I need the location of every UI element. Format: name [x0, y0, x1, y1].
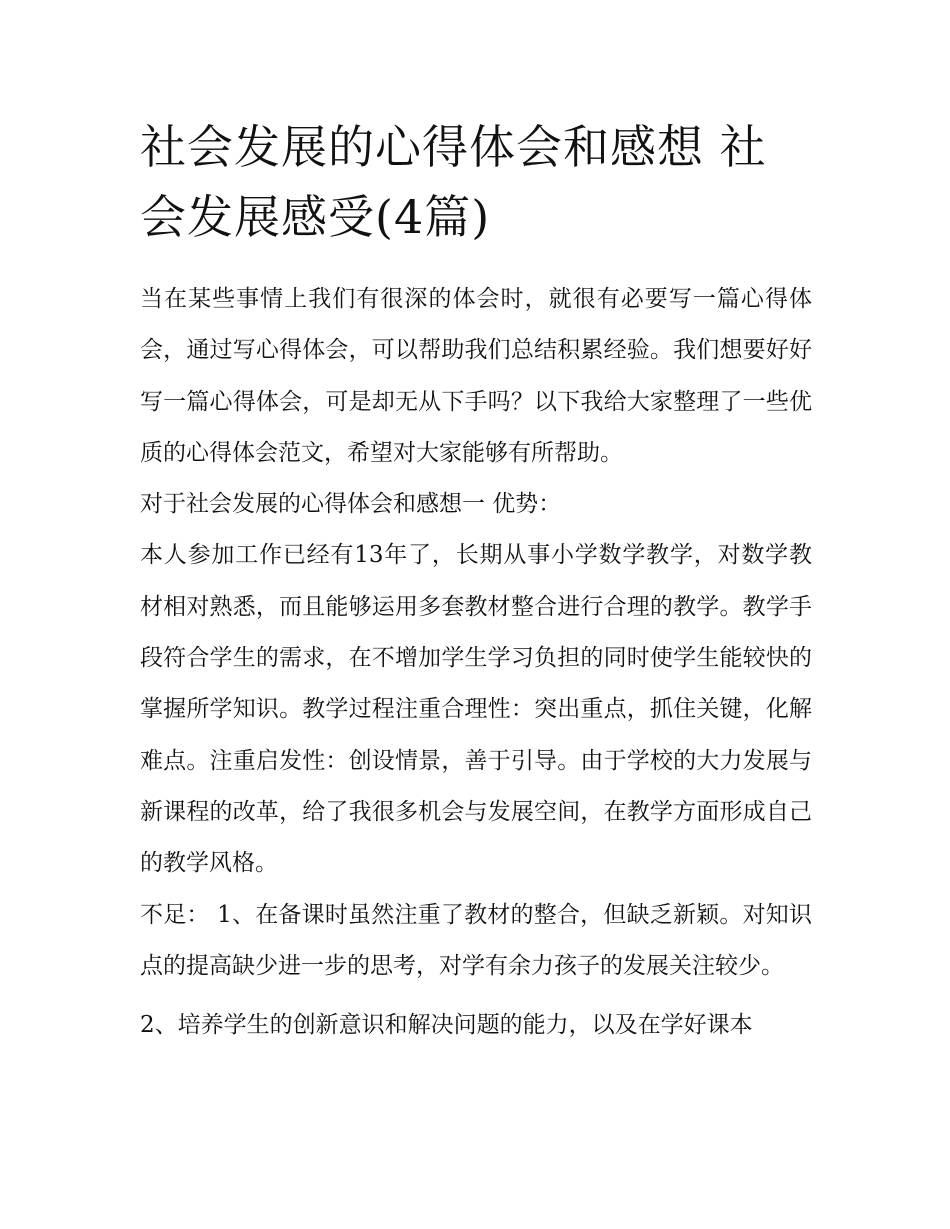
document-body	[140, 112, 812, 1051]
document-title: 社会发展的心得体会和感想 社会发展感受(4篇)	[140, 120, 767, 244]
section-heading-paragraph: 对于社会发展的心得体会和感想一 优势：	[140, 491, 562, 518]
point-two-paragraph: 2、培养学生的创新意识和解决问题的能力，以及在学好课本	[140, 1012, 753, 1039]
intro-paragraph: 当在某些事情上我们有很深的体会时，就很有必要写一篇心得体会，通过写心得体会，可以帮助我们总结积累经验。我们想要好好写一篇心得体会，可是却无从下手吗？以下我给大家整理了一些优质的心得体会范文，希望对大家能够有所帮助。	[140, 286, 812, 466]
strengths-paragraph: 本人参加工作已经有13年了，长期从事小学数学教学，对数学教材相对熟悉，而且能够运用多套教材整合进行合理的教学。教学手段符合学生的需求，在不增加学生学习负担的同时使学生能较快的掌握所学知识。教学过程注重合理性：突出重点，抓住关键，化解难点。注重启发性：创设情景，善于引导。由于学校的大力发展与新课程的改革，给了我很多机会与发展空间，在教学方面形成自己的教学风格。	[140, 542, 812, 877]
weaknesses-paragraph: 不足： 1、在备课时虽然注重了教材的整合，但缺乏新颖。对知识点的提高缺少进一步的思考，对学有余力孩子的发展关注较少。	[140, 901, 812, 979]
